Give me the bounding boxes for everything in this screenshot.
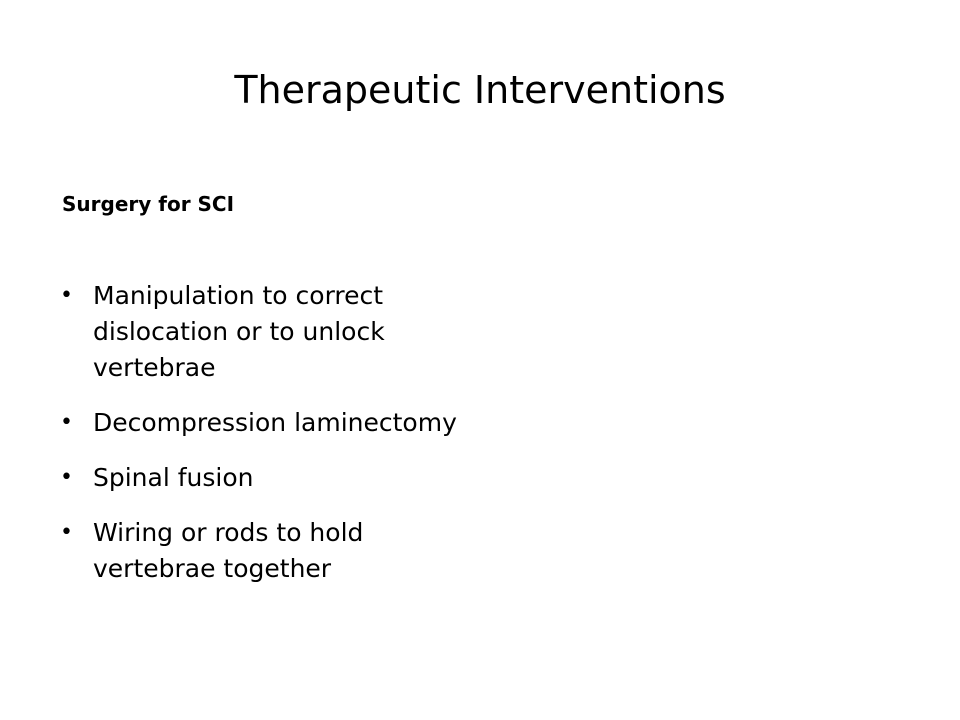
bullet-icon: •: [60, 465, 73, 490]
bullet-item: [58, 460, 468, 496]
bullet-text: Wiring or rods to hold vertebrae together: [93, 518, 364, 583]
bullet-item: [58, 278, 468, 386]
slide-title: Therapeutic Interventions: [234, 68, 726, 112]
bullet-item: [58, 405, 468, 441]
bullet-icon: •: [60, 283, 73, 308]
bullet-icon: •: [60, 520, 73, 545]
bullet-text: Spinal fusion: [93, 463, 254, 492]
bullet-list: [58, 278, 468, 587]
bullet-icon: •: [60, 410, 73, 435]
bullet-text: Decompression laminectomy: [93, 408, 457, 437]
bullet-item: [58, 515, 468, 587]
slide-subheading: Surgery for SCI: [62, 192, 235, 216]
bullet-text: Manipulation to correct dislocation or to unlock vertebrae: [93, 281, 385, 382]
